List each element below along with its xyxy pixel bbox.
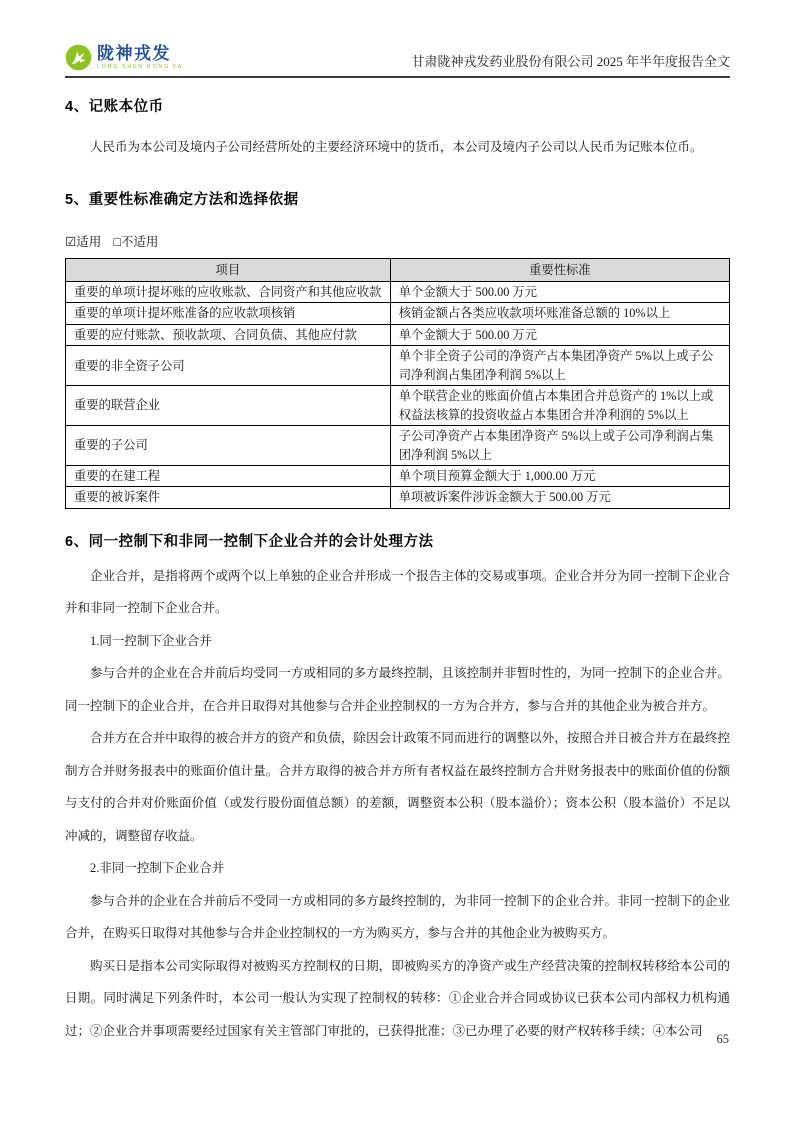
table-row bbox=[66, 346, 730, 386]
col-header-item: 项目 bbox=[66, 259, 391, 282]
section-6-paragraph: 购买日是指本公司实际取得对被购买方控制权的日期，即被购买方的净资产或生产经营决策的控制权转移给本公司的日期。同时满足下列条件时，本公司一般认为实现了控制权的转移：①企业合并合同或协议已获本公司内部权力机构通过；②企业合并事项需要经过国家有关主管部门审批的，已获得批准；③已办理了必要的财产权转移手续；④本公司 bbox=[65, 958, 730, 1038]
table-row bbox=[66, 386, 730, 426]
table-row bbox=[66, 303, 730, 324]
table-row bbox=[66, 426, 730, 466]
table-row bbox=[66, 465, 730, 486]
table-row bbox=[66, 487, 730, 508]
cell-item: 重要的联营企业 bbox=[66, 386, 391, 426]
section-6-body bbox=[65, 560, 730, 1048]
section-6-subheading-1: 1.同一控制下企业合并 bbox=[90, 633, 212, 648]
logo-wordmark bbox=[97, 45, 183, 71]
cell-criteria: 单个联营企业的账面价值占本集团合并总资产的 1%以上或权益法核算的投资收益占本集团合并净利润的 5%以上 bbox=[390, 386, 729, 426]
section-6-paragraph: 合并方在合并中取得的被合并方的资产和负债，除因会计政策不同而进行的调整以外，按照合并日被合并方在最终控制方合并财务报表中的账面价值计量。合并方取得的被合并方所有者权益在最终控制方合并财务报表中的账面价值的份额与支付的合并对价账面价值（或发行股份面值总额）的差额，调整资本公积（股本溢价）；资本公积（股本溢价）不足以冲减的，调整留存收益。 bbox=[65, 731, 730, 843]
table-row bbox=[66, 282, 730, 303]
document-title: 甘肃陇神戎发药业股份有限公司 2025 年半年度报告全文 bbox=[411, 54, 730, 69]
col-header-criteria: 重要性标准 bbox=[390, 259, 729, 282]
logo-circle-icon bbox=[65, 44, 92, 71]
company-logo bbox=[65, 44, 183, 71]
cell-criteria: 单项被诉案件涉诉金额大于 500.00 万元 bbox=[390, 487, 729, 508]
cell-criteria: 单个非全资子公司的净资产占本集团净资产 5%以上或子公司净利润占集团净利润 5%以上 bbox=[390, 346, 729, 386]
section-6-title: 6、同一控制下和非同一控制下企业合并的会计处理方法 bbox=[65, 533, 434, 550]
cell-item: 重要的应付账款、预收款项、合同负债、其他应付款 bbox=[66, 324, 391, 345]
materiality-criteria-table bbox=[65, 258, 730, 509]
section-4-paragraph: 人民币为本公司及境内子公司经营所处的主要经济环境中的货币，本公司及境内子公司以人民币为记账本位币。 bbox=[90, 140, 703, 154]
cell-criteria: 单个金额大于 500.00 万元 bbox=[390, 282, 729, 303]
section-6-paragraph: 参与合并的企业在合并前后均受同一方或相同的多方最终控制，且该控制并非暂时性的，为同一控制下的企业合并。同一控制下的企业合并，在合并日取得对其他参与合并企业控制权的一方为合并方，参与合并的其他企业为被合并方。 bbox=[65, 666, 730, 713]
cell-criteria: 核销金额占各类应收款项坏账准备总额的 10%以上 bbox=[390, 303, 729, 324]
page-header bbox=[65, 44, 730, 78]
section-5-title: 5、重要性标准确定方法和选择依据 bbox=[65, 191, 299, 208]
table-row bbox=[66, 324, 730, 345]
table-header-row bbox=[66, 259, 730, 282]
section-4-title: 4、记账本位币 bbox=[65, 99, 164, 115]
section-6-paragraph: 企业合并，是指将两个或两个以上单独的企业合并形成一个报告主体的交易或事项。企业合并分为同一控制下企业合并和非同一控制下企业合并。 bbox=[65, 568, 730, 616]
not-applicable-checkbox-label: □不适用 bbox=[113, 234, 159, 249]
applicability-line bbox=[65, 234, 730, 252]
cell-item: 重要的子公司 bbox=[66, 426, 391, 466]
cell-criteria: 子公司净资产占本集团净资产 5%以上或子公司净利润占集团净利润 5%以上 bbox=[390, 426, 729, 466]
section-6-paragraph: 参与合并的企业在合并前后不受同一方或相同的多方最终控制的，为非同一控制下的企业合并。非同一控制下的企业合并，在购买日取得对其他参与合并企业控制权的一方为购买方，参与合并的其他企业为被购买方。 bbox=[65, 893, 730, 941]
cell-item: 重要的单项计提坏账的应收账款、合同资产和其他应收款 bbox=[66, 282, 391, 303]
section-6-subheading-2: 2.非同一控制下企业合并 bbox=[90, 861, 225, 876]
page-number: 65 bbox=[716, 1032, 729, 1046]
cell-item: 重要的单项计提坏账准备的应收款项核销 bbox=[66, 303, 391, 324]
applicable-checkbox-label: ☑适用 bbox=[65, 234, 102, 249]
cell-criteria: 单个项目预算金额大于 1,000.00 万元 bbox=[390, 465, 729, 486]
logo-en-text: LONG SHEN RONG FA bbox=[97, 64, 183, 71]
cell-criteria: 单个金额大于 500.00 万元 bbox=[390, 324, 729, 345]
cell-item: 重要的在建工程 bbox=[66, 465, 391, 486]
cell-item: 重要的非全资子公司 bbox=[66, 346, 391, 386]
cell-item: 重要的被诉案件 bbox=[66, 487, 391, 508]
logo-cn-text: 陇神戎发 bbox=[97, 43, 171, 63]
